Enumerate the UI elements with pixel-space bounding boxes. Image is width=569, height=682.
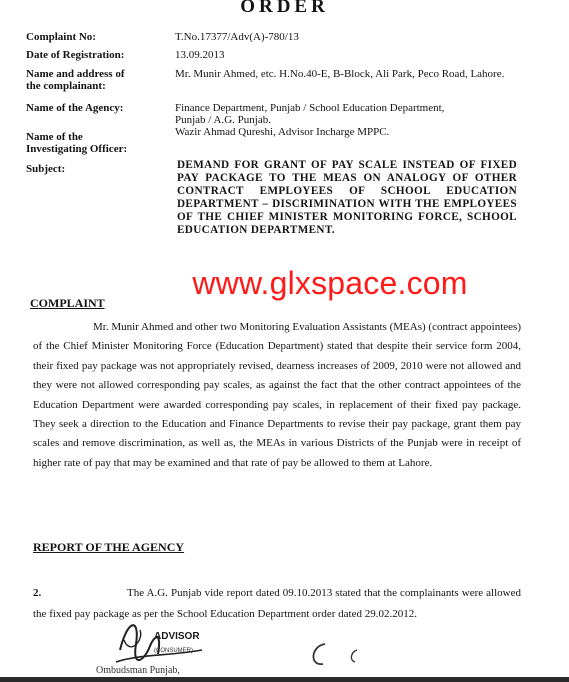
page-bottom-edge [0, 677, 569, 682]
report-text: The A.G. Punjab vide report dated 09.10.2013 stated that the complainants were allowed the fixed pay package as per the School Education Department order dated 29.02.2012. [33, 587, 521, 620]
subject-value: DEMAND FOR GRANT OF PAY SCALE INSTEAD OF FIXED PAY PACKAGE TO THE MEAS ON ANALOGY OF OTHER CONTRACT EMPLOYEES OF SCHOOL EDUCATION DEPARTMENT – DISCRIMINATION WITH THE EMPLOYEES OF THE CHIEF MINISTER MONITORING FORCE, SCHOOL EDUCATION DEPARTMENT. [177, 159, 517, 236]
report-heading: REPORT OF THE AGENCY [33, 540, 185, 554]
agency-value [175, 102, 530, 126]
stamp-line1: ADVISOR [154, 631, 200, 642]
officer-label-line2: Investigating Officer: [26, 143, 128, 155]
date-label: Date of Registration: [26, 49, 125, 61]
initials-mark [305, 640, 375, 670]
officer-label-line1: Name of the [26, 131, 83, 143]
complaint-heading: COMPLAINT [30, 296, 105, 310]
officer-value: Wazir Ahmad Qureshi, Advisor Incharge MPPC. [175, 126, 390, 138]
agency-label: Name of the Agency: [26, 102, 124, 114]
officer-label [26, 131, 127, 155]
complaint-paragraph: Mr. Munir Ahmed and other two Monitoring Evaluation Assistants (MEAs) (contract appointees) of the Chief Minister Monitoring Force (Education Department) stated that despite their service form 2004, their fixed pay package was not appropriately revised, dearness increases of 2009, 2010 were not allowed and they were not allowed corresponding pay scales, as against the fact that the other contract appointees of the Education Department were awarded corresponding pay scales, in replacement of their fixed pay package. They seek a direction to the Education and Finance Departments to revise their pay package, grant them pay scales and remove discrimination, as well as, the MEAs in various Districts of the Punjab were in receipt of higher rate of pay that may be examined and that rate of pay be allowed to them at Lahore. [33, 321, 521, 469]
stamp-line3: Ombudsman Punjab, [96, 665, 180, 676]
subject-label: Subject: [26, 163, 66, 175]
agency-value-line2: Punjab / A.G. Punjab. [175, 114, 271, 126]
order-title: ORDER [240, 0, 329, 17]
watermark-text: www.glxspace.com [192, 265, 468, 301]
complainant-label-line1: Name and address of [26, 68, 125, 80]
signature-stamp [96, 610, 260, 680]
complaint-no-value: T.No.17377/Adv(A)-780/13 [175, 31, 299, 43]
report-paragraph [33, 583, 521, 625]
agency-value-line1: Finance Department, Punjab / School Education Department, [175, 102, 445, 114]
stamp-line2: (CONSUMER) [154, 648, 193, 654]
complainant-value: Mr. Munir Ahmed, etc. H.No.40-E, B-Block, Ali Park, Peco Road, Lahore. [175, 68, 505, 80]
paragraph-number: 2. [33, 587, 42, 599]
date-value: 13.09.2013 [175, 49, 225, 61]
complainant-label-line2: the complainant: [26, 80, 106, 92]
complainant-label [26, 68, 125, 92]
complaint-no-label: Complaint No: [26, 31, 96, 43]
